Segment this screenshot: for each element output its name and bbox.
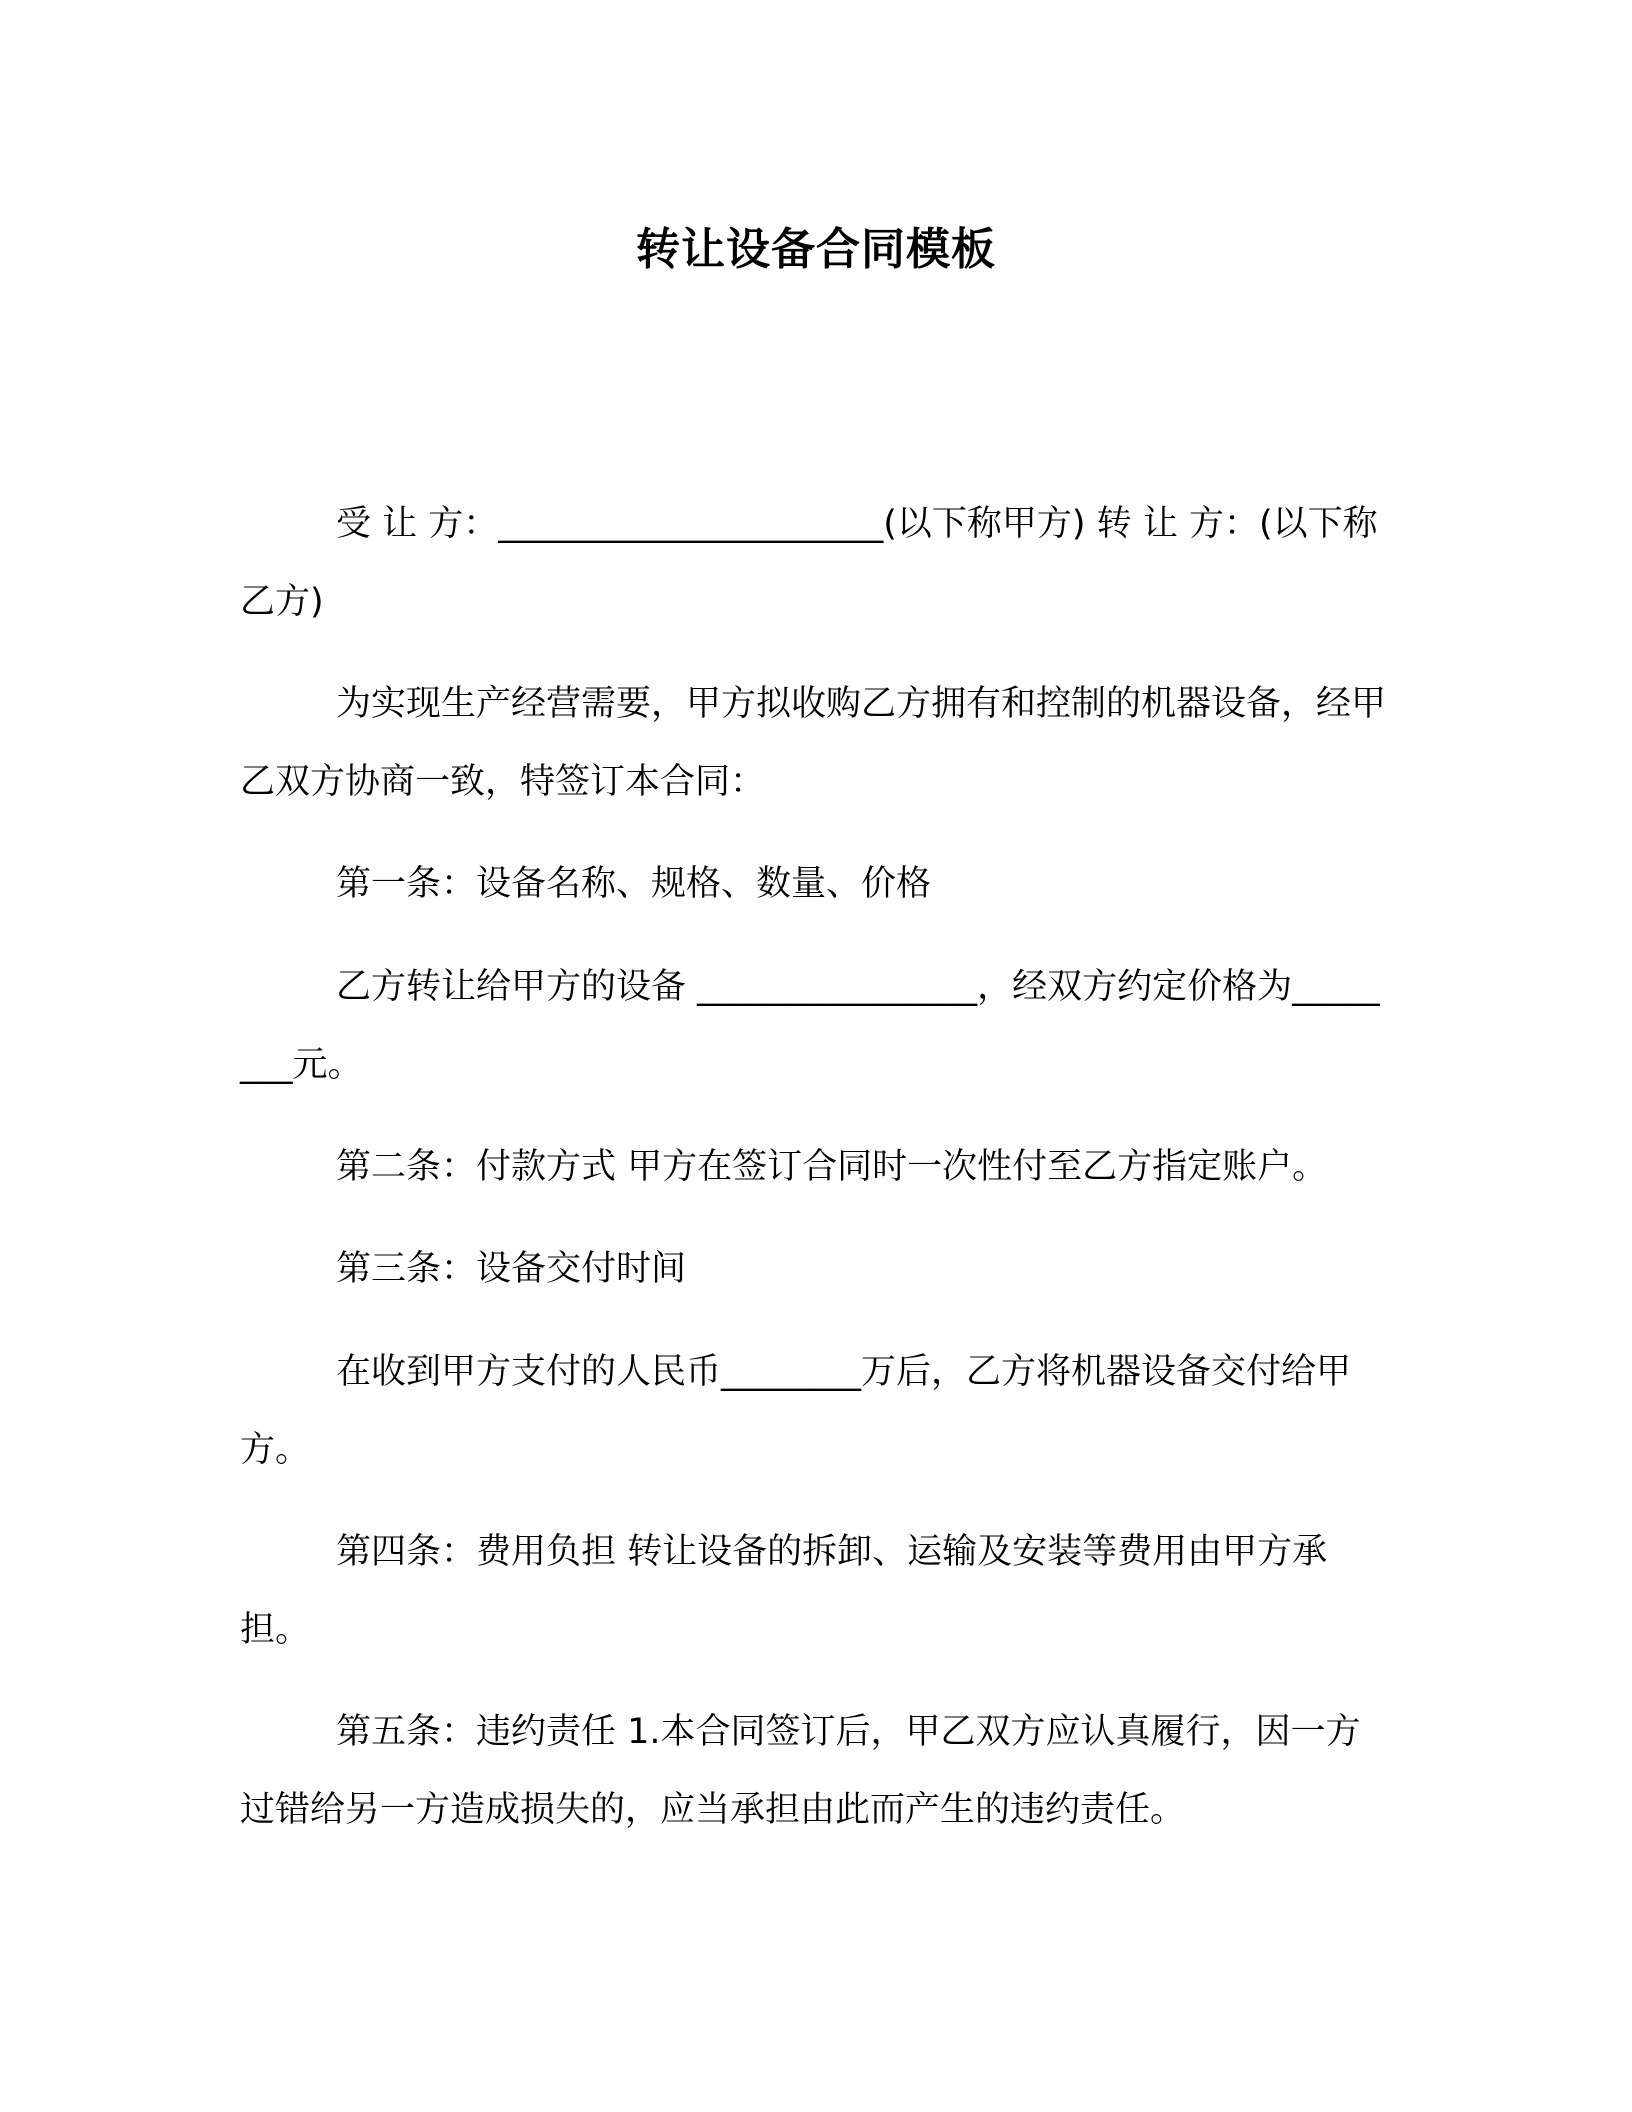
- paragraph-parties: 受 让 方：______________________(以下称甲方) 转 让 方：(以下称乙方): [240, 504, 1378, 622]
- paragraph-article-2: 第二条：付款方式 甲方在签订合同时一次性付至乙方指定账户。: [336, 1147, 1328, 1187]
- paragraph-article-1-body: 乙方转让给甲方的设备 ________________，经双方约定价格为________元。: [240, 967, 1380, 1085]
- paragraph-article-4: 第四条：费用负担 转让设备的拆卸、运输及安装等费用由甲方承担。: [240, 1532, 1328, 1650]
- document-title: 转让设备合同模板: [636, 224, 996, 275]
- paragraph-preamble: 为实现生产经营需要，甲方拟收购乙方拥有和控制的机器设备，经甲乙双方协商一致，特签订本合同：: [240, 684, 1387, 802]
- paragraph-article-1-heading: 第一条：设备名称、规格、数量、价格: [336, 864, 932, 904]
- paragraph-article-3-heading: 第三条：设备交付时间: [336, 1249, 687, 1289]
- paragraph-article-3-body: 在收到甲方支付的人民币________万后，乙方将机器设备交付给甲方。: [240, 1352, 1352, 1470]
- paragraph-article-5: 第五条：违约责任 1.本合同签订后，甲乙双方应认真履行，因一方过错给另一方造成损失的，应当承担由此而产生的违约责任。: [240, 1712, 1361, 1830]
